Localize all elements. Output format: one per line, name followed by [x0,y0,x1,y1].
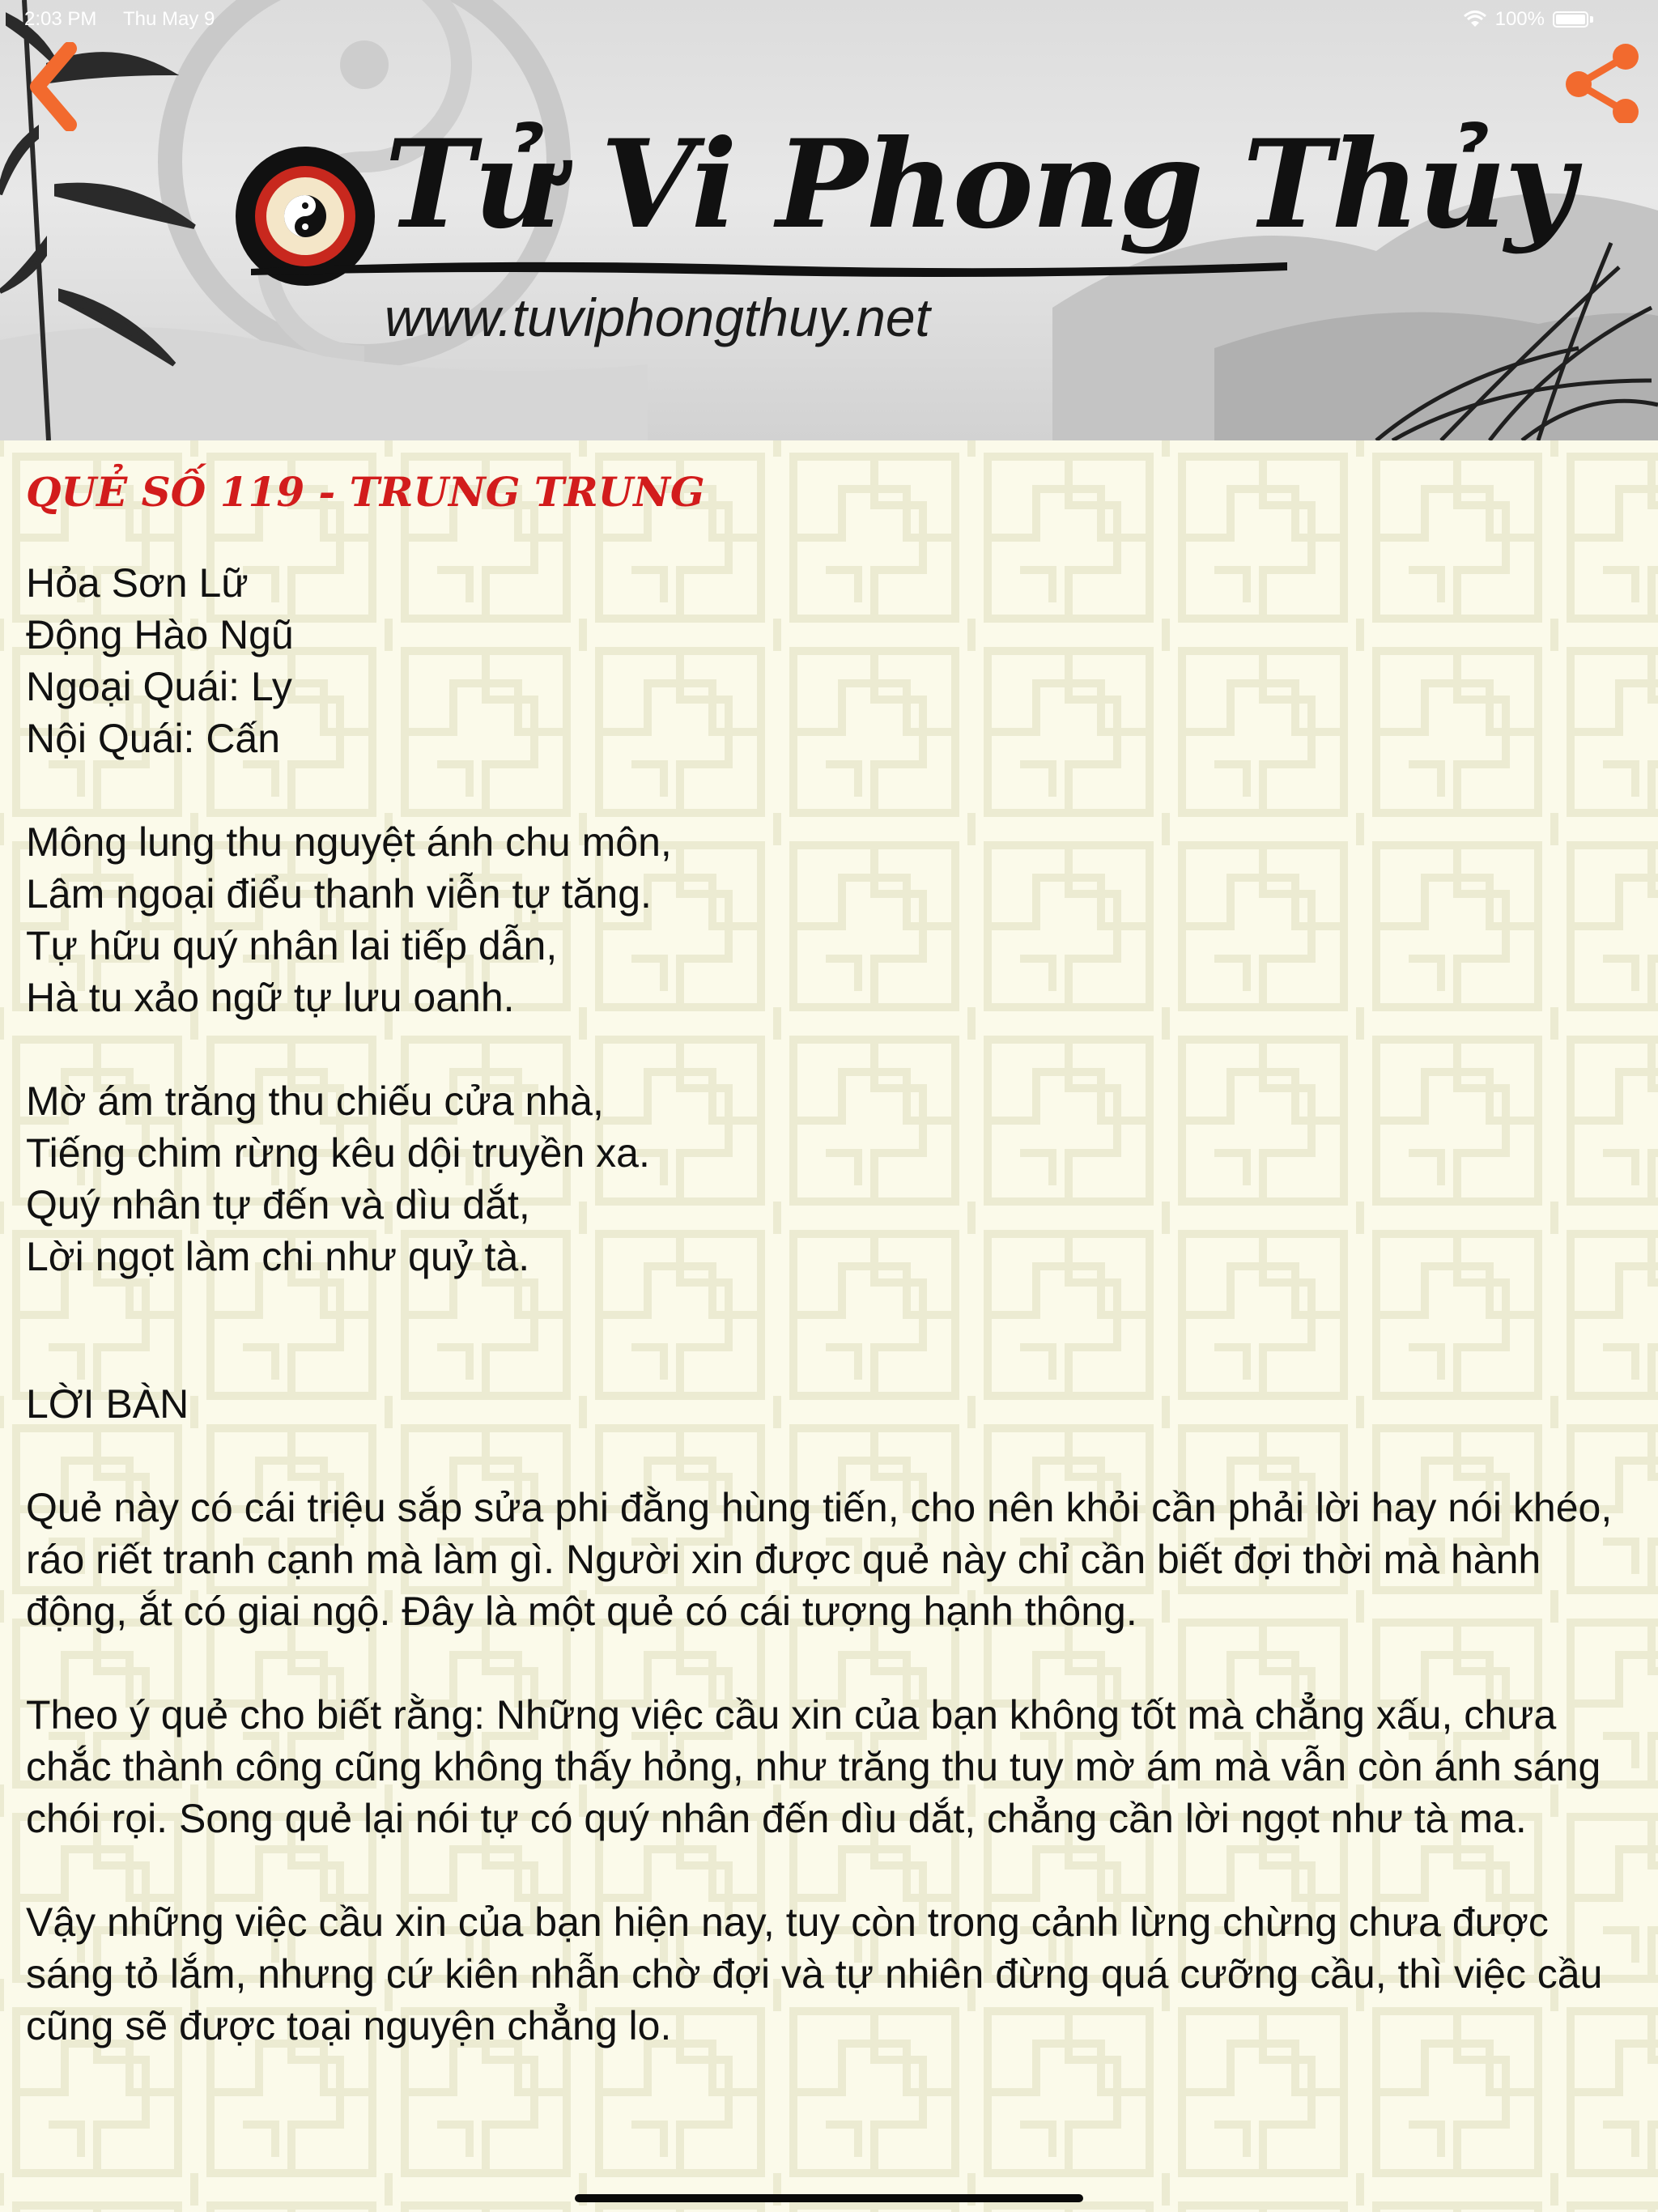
commentary-paragraph: Quẻ này có cái triệu sắp sửa phi đằng hùng tiến, cho nên khỏi cần phải lời hay nói khéo, ráo riết tranh cạnh mà làm gì. Người xin được quẻ này chỉ cần biết đợi thời mà hành động, ắt có giai ngộ. Đây là một quẻ có cái tượng hạnh thông. [26,1485,1613,1634]
back-button[interactable] [23,42,87,131]
info-line: Nội Quái: Cấn [26,716,281,761]
status-time: 2:03 PM [24,8,97,30]
logo-title: Tử Vi Phong Thủy [385,113,1574,256]
commentary-paragraph: Theo ý quẻ cho biết rằng: Những việc cầu xin của bạn không tốt mà chẳng xấu, chưa chắc thành công cũng không thấy hỏng, như trăng thu tuy mờ ám mà vẫn còn ánh sáng chói rọi. Song quẻ lại nói tự có quý nhân đến dìu dắt, chẳng cần lời ngọt như tà ma. [26,1692,1601,1841]
poem-han-viet [26,816,1637,1023]
info-line: Động Hào Ngũ [26,612,294,657]
app-logo [235,113,1574,356]
poem-line: Quý nhân tự đến và dìu dắt, [26,1182,530,1227]
header-banner [0,0,1658,440]
section-heading: LỜI BÀN [26,1381,189,1427]
content-area[interactable] [0,440,1658,2212]
commentary-paragraph: Vậy những việc cầu xin của bạn hiện nay, tuy còn trong cảnh lừng chừng chưa được sáng tỏ lắm, nhưng cứ kiên nhẫn chờ đợi và tự nhiên đừng quá cưỡng cầu, thì việc cầu cũng sẽ được toại nguyện chẳng lo. [26,1899,1603,2048]
wifi-icon [1463,11,1487,28]
share-button[interactable] [1562,42,1643,123]
status-indicators [1463,8,1593,31]
poem-line: Hà tu xảo ngữ tự lưu oanh. [26,975,515,1020]
poem-vietnamese [26,1075,1637,1283]
poem-line: Mông lung thu nguyệt ánh chu môn, [26,819,672,865]
info-line: Hỏa Sơn Lữ [26,560,249,606]
status-date: Thu May 9 [123,8,215,30]
spacer [26,1283,1637,1378]
chevron-left-icon [23,42,87,131]
share-icon [1562,42,1643,123]
poem-line: Mờ ám trăng thu chiếu cửa nhà, [26,1078,604,1124]
spacer [26,764,1637,816]
poem-line: Lâm ngoại điểu thanh viễn tự tăng. [26,871,652,917]
spacer [26,1430,1637,1482]
battery-tip [1590,16,1593,23]
poem-line: Tiếng chim rừng kêu dội truyền xa. [26,1130,650,1176]
status-bar [0,0,1658,39]
logo-url: www.tuviphongthuy.net [385,287,930,347]
spacer [26,1023,1637,1075]
spacer [26,1637,1637,1689]
poem-line: Tự hữu quý nhân lai tiếp dẫn, [26,923,558,968]
poem-line: Lời ngọt làm chi như quỷ tà. [26,1234,530,1279]
brush-stroke [251,251,1287,283]
battery-percent: 100% [1494,8,1545,30]
hexagram-text [26,460,1637,2052]
battery-icon [1553,11,1588,28]
spacer [26,1844,1637,1896]
hexagram-title: QUẺ SỐ 119 - TRUNG TRUNG [26,468,705,516]
home-indicator[interactable] [575,2194,1083,2202]
info-line: Ngoại Quái: Ly [26,664,292,709]
hexagram-info [26,557,1637,764]
